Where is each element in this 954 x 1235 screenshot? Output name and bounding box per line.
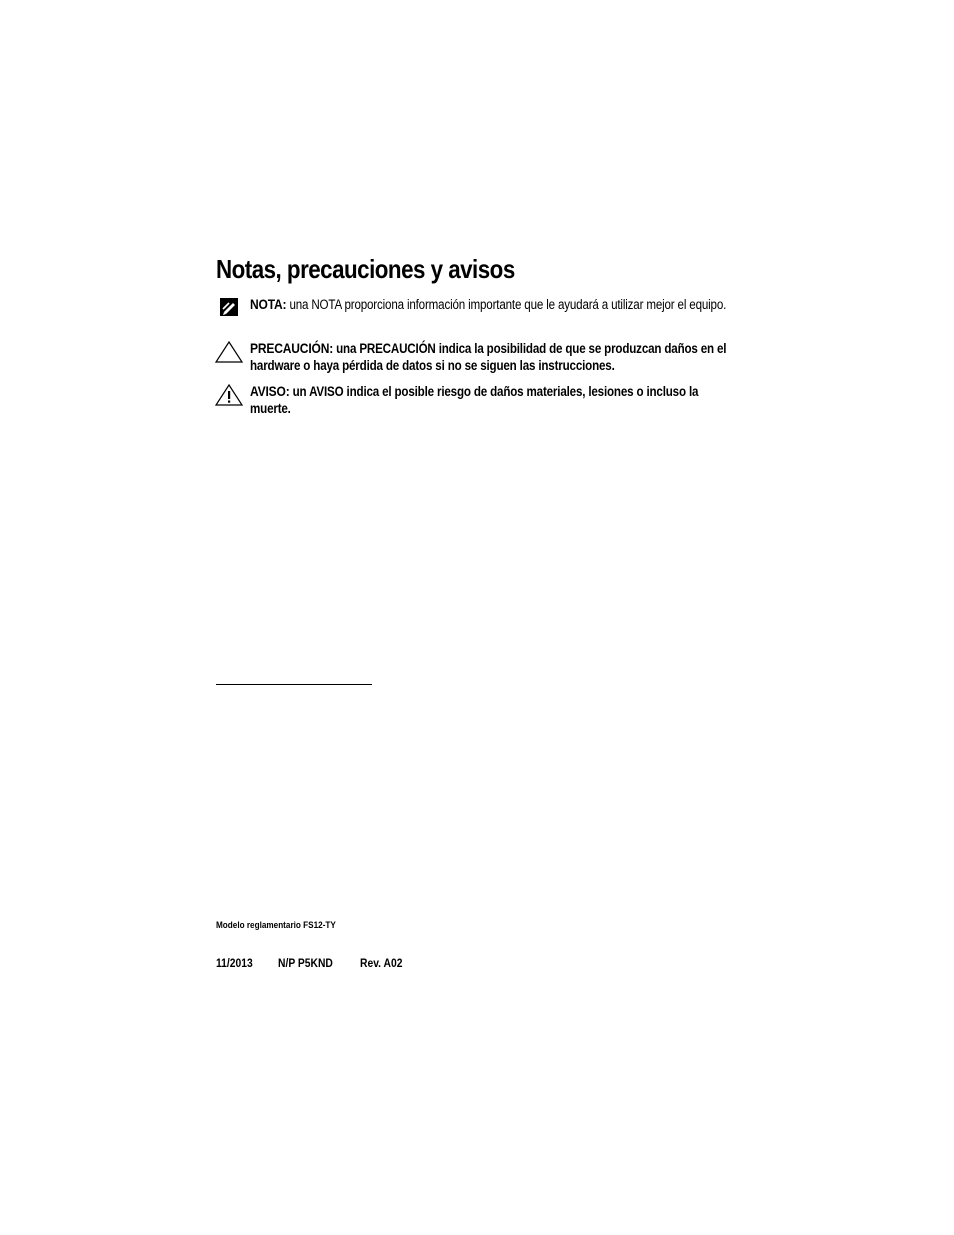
warning-text — [250, 383, 732, 417]
regulatory-model: Modelo reglamentario FS12-TY — [216, 920, 336, 931]
publication-date: 11/2013 — [216, 956, 253, 970]
note-label: NOTA: — [250, 296, 287, 312]
warning-label: AVISO: — [250, 383, 290, 399]
caution-body: una PRECAUCIÓN indica la posibilidad de que se produzcan daños en el hardware o haya pérdida de datos si no se siguen las instrucciones. — [250, 341, 727, 373]
note-text — [250, 296, 732, 313]
note-body: una NOTA proporciona información importante que le ayudará a utilizar mejor el equipo. — [289, 297, 727, 312]
note-pencil-icon — [214, 296, 244, 322]
caution-label: PRECAUCIÓN: — [250, 340, 334, 356]
caution-triangle-icon — [214, 340, 244, 366]
page-title: Notas, precauciones y avisos — [216, 254, 515, 284]
warning-exclamation-icon — [214, 383, 244, 409]
part-number: N/P P5KND — [278, 956, 333, 970]
footnote-separator — [216, 684, 372, 685]
caution-text — [250, 340, 732, 374]
revision: Rev. A02 — [360, 956, 403, 970]
warning-body: un AVISO indica el posible riesgo de daños materiales, lesiones o incluso la muerte. — [250, 384, 699, 416]
